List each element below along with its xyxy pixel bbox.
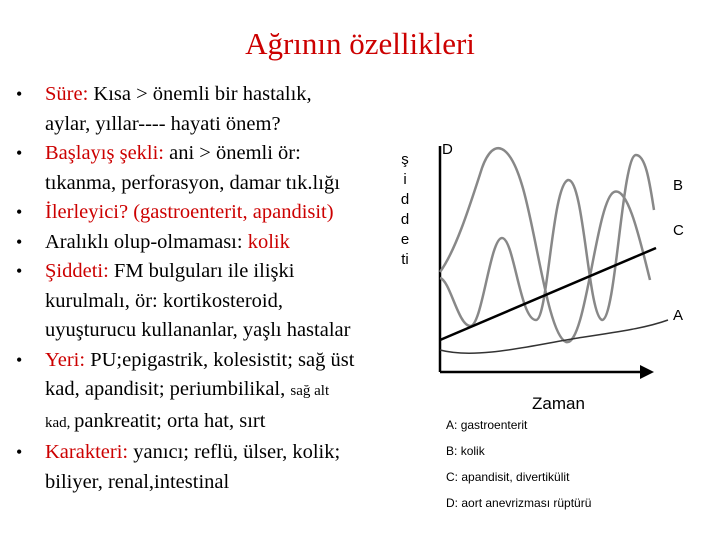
series-letter-labels (442, 141, 684, 324)
bullet-label: Yeri: (45, 348, 86, 371)
vertical-letter: d (400, 191, 410, 208)
bullet-dot: • (16, 84, 23, 104)
bullet-text: aylar, yıllar---- hayati önem? (45, 112, 281, 135)
legend-item-d (446, 490, 591, 516)
series-label-a: A (673, 307, 684, 324)
bullet-text: pankreatit; orta hat, sırt (74, 409, 266, 432)
legend-key: A: (446, 418, 458, 432)
bullet-text: FM bulguları ile ilişki (108, 260, 295, 282)
vertical-letter: ş (401, 151, 409, 168)
bullet-dot: • (16, 143, 23, 163)
bullet-label: Başlayış şekli: (45, 142, 165, 164)
bullet-text: kurulmalı, ör: kortikosteroid, (45, 289, 283, 312)
legend-key: B: (446, 444, 458, 458)
legend-text: apandisit, divertikülit (461, 470, 570, 484)
bullet-duration (16, 80, 396, 139)
bullet-dot: • (16, 231, 23, 252)
legend-item-a (446, 412, 591, 438)
bullet-location (16, 346, 396, 439)
legend-text: gastroenterit (460, 418, 528, 432)
bullet-text: tıkanma, perforasyon, damar tık.lığı (45, 171, 340, 194)
legend-key: D: (446, 496, 458, 510)
bullet-label: Karakteri: (45, 441, 129, 463)
bullet-text: ani > önemli ör: (164, 142, 301, 164)
legend-text: kolik (460, 444, 485, 458)
bullet-text: Aralıklı olup-olmaması: (45, 230, 248, 253)
legend-key: C: (446, 470, 458, 484)
legend-item-b (446, 438, 591, 464)
bullet-label: Şiddeti: (45, 260, 109, 282)
bullet-dot: • (16, 442, 23, 462)
bullet-progressive (16, 198, 396, 228)
bullet-text: yanıcı; reflü, ülser, kolik; (128, 441, 341, 463)
vertical-letter: e (400, 231, 410, 248)
legend-item-c (446, 464, 591, 490)
vertical-letter: d (400, 211, 410, 228)
bullet-text-small: kad, (45, 414, 75, 431)
x-axis-arrow (640, 365, 654, 379)
series-label-c: C (673, 222, 684, 239)
vertical-severity-label (397, 150, 413, 270)
bullet-text-small: sağ alt (290, 383, 330, 399)
bullet-severity (16, 257, 396, 346)
bullet-list (16, 80, 396, 497)
bullet-dot: • (16, 261, 23, 281)
bullet-intermittent (16, 228, 396, 258)
bullet-dot: • (16, 202, 23, 222)
chart-legend (446, 412, 591, 516)
chart-series (440, 148, 668, 353)
page-title: Ağrının özellikleri (245, 26, 475, 61)
vertical-letter: ti (401, 251, 409, 268)
bullet-onset (16, 139, 396, 198)
bullet-text: uyuşturucu kullananlar, yaşlı hastalar (45, 319, 351, 341)
bullet-text: PU;epigastrik, kolesistit; sağ üst (85, 348, 355, 371)
bullet-highlight: kolik (247, 230, 290, 253)
axis-letter-d: D (442, 141, 453, 158)
bullet-character (16, 438, 396, 497)
x-axis-label: Zaman (532, 394, 585, 413)
vertical-letter: i (403, 171, 407, 188)
bullet-text: biliyer, renal,intestinal (45, 470, 230, 493)
legend-text: aort anevrizması rüptürü (461, 496, 592, 510)
bullet-dot: • (16, 349, 23, 370)
bullet-label: Süre: (45, 83, 89, 105)
bullet-text: Kısa > önemli bir hastalık, (88, 83, 312, 105)
pain-pattern-chart (418, 130, 708, 400)
bullet-text: kad, apandisit; periumbilikal, (45, 378, 291, 400)
series-label-b: B (673, 177, 684, 194)
bullet-text: İlerleyici? (gastroenterit, apandisit) (45, 201, 334, 223)
